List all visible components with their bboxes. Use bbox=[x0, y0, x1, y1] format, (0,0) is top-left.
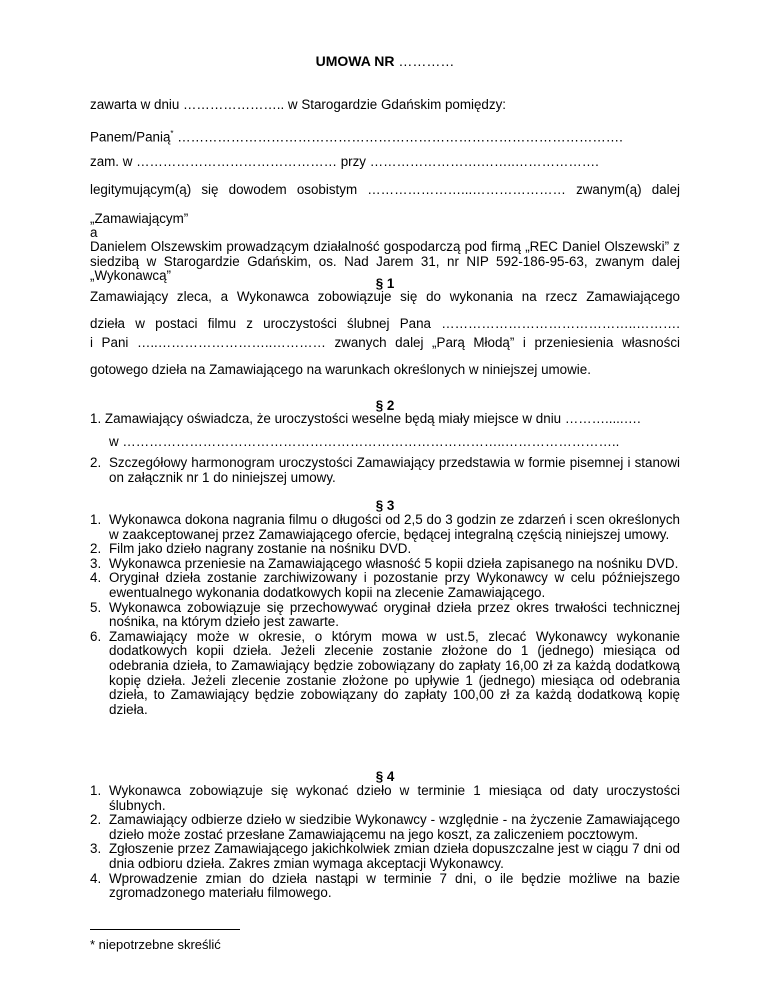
list-item bbox=[90, 872, 680, 901]
list-item-text: Zamawiający odbierze dzieło w siedzibie Wykonawcy - względnie - na życzenie Zamawiającego dzieło może zostać przesłane Zamawiającemu na jego koszt, za zaliczeniem pocztowym. bbox=[109, 812, 680, 842]
list-item-num: 2. bbox=[90, 812, 102, 828]
list-item-num: 6. bbox=[90, 628, 102, 644]
s2-list bbox=[90, 456, 680, 485]
section-2-heading: § 2 bbox=[375, 398, 395, 413]
intro-address-line: zam. w ……………………………………… przy …………………….……..………………. bbox=[90, 154, 599, 169]
list-item bbox=[90, 813, 680, 842]
list-item bbox=[90, 630, 680, 718]
list-item-text: Film jako dzieło nagrany zostanie na nośniku DVD. bbox=[109, 541, 412, 557]
intro-party-line bbox=[90, 126, 680, 145]
list-item-text: Oryginał dzieła zostanie zarchiwizowany i pozostanie przy Wykonawcy w celu późniejszego ewentualnego wykonania dodatkowych kopii na zlecenie Zamawiającego. bbox=[109, 570, 680, 600]
s1-line-2: dzieła w postaci filmu z uroczystości ślubnej Pana ……………………………………..………. bbox=[90, 316, 680, 331]
s1-line-4: gotowego dzieła na Zamawiającego na warunkach określonych w niniejszej umowie. bbox=[90, 362, 591, 377]
s1-line-1: Zamawiający zleca, a Wykonawca zobowiązuje się do wykonania na rzecz Zamawiającego bbox=[90, 289, 680, 304]
footnote: * niepotrzebne skreślić bbox=[90, 937, 221, 952]
list-item bbox=[90, 601, 680, 630]
list-item-text: Wykonawca zobowiązuje się przechowywać oryginał dzieła przez okres trwałości technicznej nośnika, na którym dzieło jest zawarte. bbox=[109, 599, 680, 630]
list-item-text: Wprowadzenie zmian do dzieła nastąpi w terminie 7 dni, o ile będzie możliwe na bazie zgromadzonego materiału filmowego. bbox=[109, 870, 680, 901]
s2-item-1-place: w …………………………………………………………………………..…………………….. bbox=[109, 434, 620, 449]
list-item-num: 4. bbox=[90, 870, 102, 886]
intro-and: a bbox=[90, 225, 98, 240]
list-item-num: 2. bbox=[90, 541, 102, 557]
list-item bbox=[90, 456, 680, 485]
list-item-num: 1. bbox=[90, 783, 102, 798]
intro-ordering-party: „Zamawiającym” bbox=[90, 211, 189, 226]
s2-item-1-text: Zamawiający oświadcza, że uroczystości weselne będą miały miejsce w dniu ……….....…. bbox=[104, 411, 641, 426]
footnote-divider bbox=[90, 929, 240, 930]
list-item-text: Zgłoszenie przez Zamawiającego jakichkolwiek zmian dzieła dopuszczalne jest w ciągu 7 dni od dnia odbioru dzieła. Zakres zmian wymaga akceptacji Wykonawcy. bbox=[109, 841, 680, 871]
s2-item-1-num: 1. bbox=[90, 411, 102, 426]
list-item-num: 4. bbox=[90, 570, 102, 586]
list-item-num: 5. bbox=[90, 599, 102, 615]
party-dots: ………………………………………………………………………………………. bbox=[173, 129, 623, 145]
page-title bbox=[90, 53, 680, 69]
list-item bbox=[90, 542, 680, 557]
s2-item-1 bbox=[90, 411, 680, 427]
party-label: Panem/Panią bbox=[90, 129, 171, 145]
list-item bbox=[90, 571, 680, 600]
list-item-text: Wykonawca zobowiązuje się wykonać dzieło w terminie 1 miesiąca od daty uroczystości ślubnych. bbox=[109, 783, 680, 813]
list-item-text: Wykonawca przeniesie na Zamawiającego własność 5 kopii dzieła zapisanego na nośniku DVD. bbox=[109, 555, 679, 571]
list-item bbox=[90, 557, 680, 572]
list-item bbox=[90, 842, 680, 871]
section-3-heading: § 3 bbox=[375, 498, 395, 513]
list-item-num: 3. bbox=[90, 555, 102, 571]
title-bold: UMOWA NR bbox=[315, 53, 395, 69]
list-item bbox=[90, 513, 680, 542]
footnote-mark: * bbox=[170, 129, 174, 138]
list-item-text: Zamawiający może w okresie, o którym mowa w ust.5, zlecać Wykonawcy wykonanie dodatkowych kopii dzieła. Jeżeli zlecenie zostanie złożone do 1 (jednego) miesiąca od odebrania dzieła, to Zamawiający będzie zobowiązany do zapłaty 16,00 zł za każdą dodatkową kopię dzieła. Jeżeli zlecenie zostanie złożone po upływie 1 (jednego) miesiąca od odebrania dzieła, to Zamawiający będzie zobowiązany do zapłaty 100,00 zł za każdą dodatkową kopię dzieła. bbox=[109, 628, 680, 717]
intro-date-line: zawarta w dniu ………………….. w Starogardzie Gdańskim pomiędzy: bbox=[90, 97, 506, 112]
list-item-num: 3. bbox=[90, 841, 102, 857]
list-item-num: 2. bbox=[90, 455, 102, 470]
section-1-heading: § 1 bbox=[375, 276, 395, 291]
contractor-description: Danielem Olszewskim prowadzącym działalność gospodarczą pod firmą „REC Daniel Olszewski” z siedzibą w Starogardzie Gdańskim, os. Nad Jarem 31, nr NIP 592-186-95-63, zwanym dalej „Wykonawcą” bbox=[90, 239, 680, 284]
s3-list bbox=[90, 513, 680, 717]
intro-id-line: legitymującym(ą) się dowodem osobistym …………………...………………… zwanym(ą) dalej bbox=[90, 182, 680, 197]
section-4-heading: § 4 bbox=[375, 769, 395, 784]
s1-line-3: i Pani …..……………………..………… zwanych dalej „Parą Młodą” i przeniesienia własności bbox=[90, 335, 680, 350]
list-item-text: Szczegółowy harmonogram uroczystości Zamawiający przedstawia w formie pisemnej i stanowi on załącznik nr 1 do niniejszej umowy. bbox=[109, 455, 680, 485]
list-item bbox=[90, 784, 680, 813]
list-item-num: 1. bbox=[90, 512, 102, 527]
s4-list bbox=[90, 784, 680, 901]
list-item-text: Wykonawca dokona nagrania filmu o długości od 2,5 do 3 godzin ze zdarzeń i scen określonych w zaakceptowanej przez Zamawiającego ofercie, będącej integralną częścią niniejszej umowy. bbox=[109, 512, 680, 542]
title-dots: ………… bbox=[394, 53, 455, 69]
